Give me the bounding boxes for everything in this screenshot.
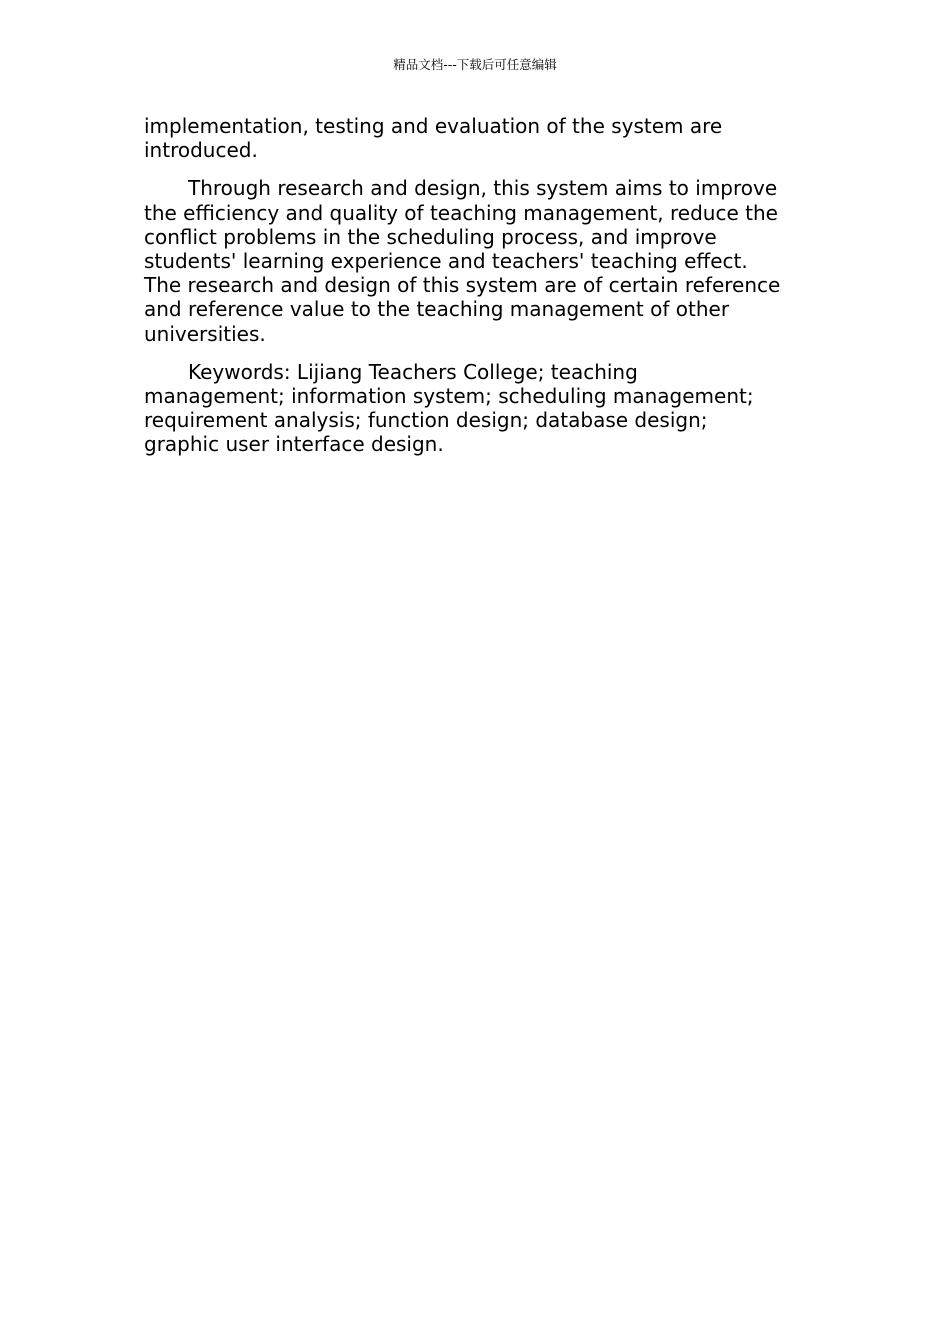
text-line: conflict problems in the scheduling process, and improve [144, 224, 717, 249]
text-line: management; information system; scheduling management; [144, 384, 754, 409]
text-line: Keywords: Lijiang Teachers College; teaching [188, 359, 638, 384]
text-line: introduced. [144, 138, 258, 163]
text-line: graphic user interface design. [144, 432, 444, 457]
text-line: implementation, testing and evaluation of the system are [144, 114, 723, 138]
text-line: requirement analysis; function design; database design; [144, 408, 708, 433]
text-line: students' learning experience and teachers' teaching effect. [144, 249, 748, 274]
text-line: and reference value to the teaching management of other [144, 297, 730, 322]
page-header: 精品文档---下载后可任意编辑 [393, 57, 557, 72]
text-line: Through research and design, this system aims to improve [188, 176, 778, 201]
text-line: the efficiency and quality of teaching management, reduce the [144, 200, 778, 225]
body-content [144, 114, 814, 471]
paragraph-aims [144, 176, 814, 345]
paragraph-intro-continuation [144, 114, 814, 162]
text-line: universities. [144, 321, 266, 346]
paragraph-keywords [144, 360, 814, 457]
text-line: The research and design of this system are of certain reference [144, 273, 781, 298]
